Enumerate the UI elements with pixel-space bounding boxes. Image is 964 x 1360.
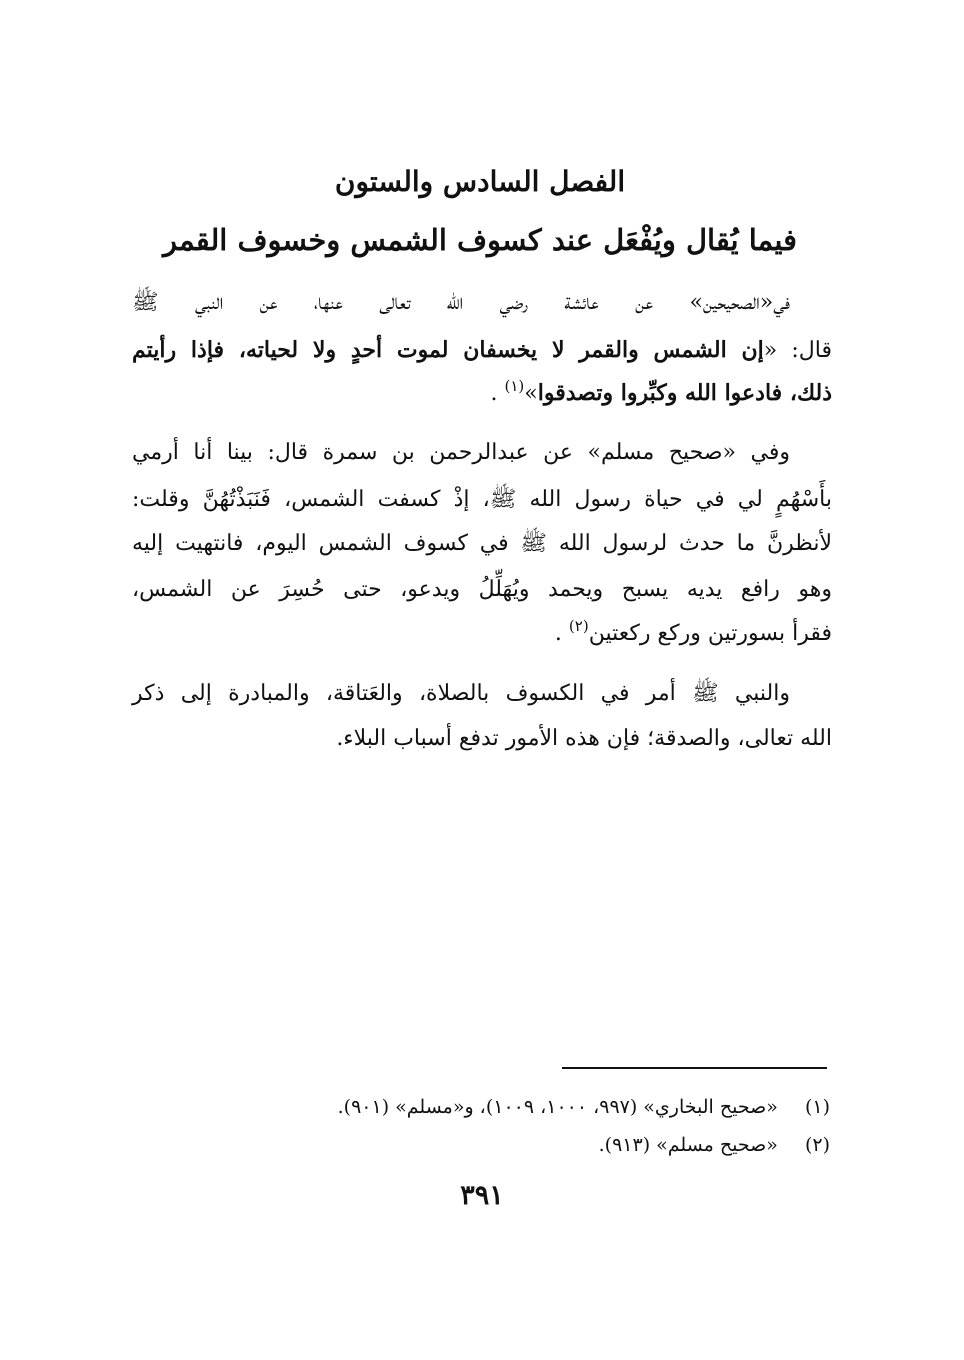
chapter-subtitle: فيما يُقال ويُفْعَل عند كسوف الشمس وخسوف القمر [163, 223, 797, 257]
footnote-1 [200, 1098, 830, 1117]
paragraph-2-line-2: بأَسْهُمٍ لي في حياة رسول الله ﷺ، إذْ كسفت الشمس، فَنَبَذْتُهُنَّ وقلت: [132, 487, 832, 512]
hadith-text: إن الشمس والقمر لا يخسفان لموت أحدٍ ولا لحياته، فإذا رأيتم [132, 337, 764, 363]
page-number: ٣٩١ [460, 1180, 504, 1211]
hadith-text-end: ذلك، فادعوا الله وكبِّروا وتصدقوا [537, 380, 832, 406]
footnote-1-number: (١) [804, 1096, 830, 1118]
paragraph-1-line-2 [132, 339, 832, 362]
footnote-ref-1: (١) [504, 377, 525, 395]
footnote-2 [200, 1136, 830, 1155]
footnote-ref-2: (٢) [568, 617, 589, 635]
footnote-2-number: (٢) [804, 1134, 830, 1156]
sentence-end: . [490, 381, 498, 406]
paragraph-2-line-4: وهو رافع يديه يسبح ويحمد ويُهَلِّلُ ويدعو، حتى حُسِرَ عن الشمس، [132, 577, 833, 602]
paragraph-1-line-1: في«الصحيحين» عن عائشة رضي الله تعالى عنها، عن النبي ﷺ [132, 290, 790, 315]
paragraph-2-last-text: فقرأ بسورتين وركع ركعتين [588, 621, 832, 646]
paragraph-1-line-3 [132, 377, 832, 406]
paragraph-3-line-2: الله تعالى، والصدقة؛ فإن هذه الأمور تدفع أسباب البلاء. [336, 726, 832, 751]
paragraph-2-line-1: وفي «صحيح مسلم» عن عبدالرحمن بن سمرة قال: بينا أنا أرمي [132, 440, 790, 465]
quote-close: » [524, 381, 538, 406]
footnote-separator [562, 1067, 827, 1069]
sentence-end: . [554, 621, 562, 646]
chapter-title: الفصل السادس والستون [334, 165, 626, 198]
paragraph-2-line-3: لأنظرنَّ ما حدث لرسول الله ﷺ في كسوف الشمس اليوم، فانتهيت إليه [132, 531, 832, 556]
footnote-2-text: «صحيح مسلم» (٩١٣). [598, 1134, 778, 1156]
paragraph-3-line-1: والنبي ﷺ أمر في الكسوف بالصلاة، والعَتاقة، والمبادرة إلى ذكر [132, 681, 790, 706]
footnote-1-text: «صحيح البخاري» (٩٩٧، ١٠٠٠، ١٠٠٩)، و«مسلم» (٩٠١). [337, 1096, 778, 1118]
paragraph-2-line-5 [132, 617, 832, 646]
quote-intro: قال: « [763, 338, 832, 363]
